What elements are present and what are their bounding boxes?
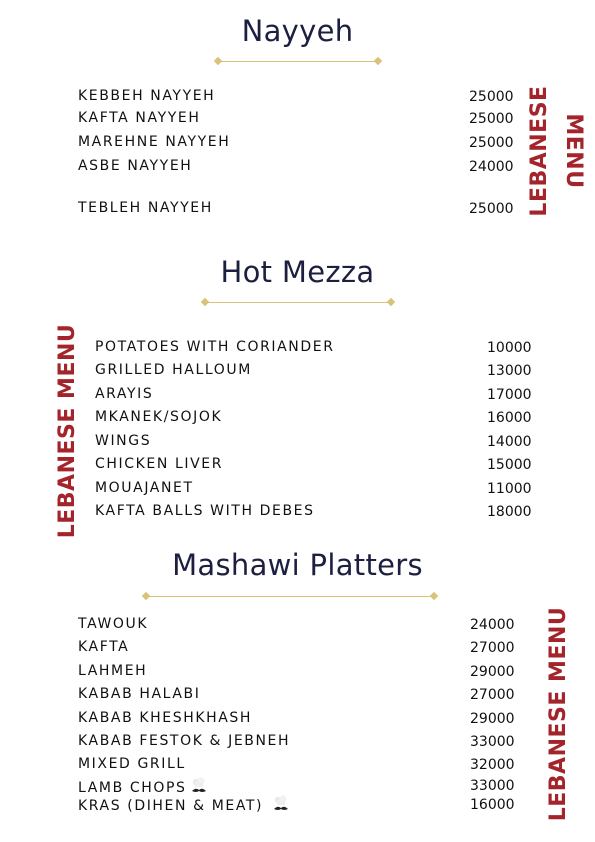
side-label-left: LEBANESE MENU [55, 323, 80, 539]
divider-mashawi [147, 596, 433, 597]
menu-item: POTATOES WITH CORIANDER [95, 339, 335, 355]
menu-price: 32000 [470, 757, 515, 773]
menu-item: KAFTA NAYYEH [78, 110, 201, 126]
side-label-top-right [527, 84, 593, 220]
menu-price: 10000 [487, 340, 532, 356]
menu-item: LAHMEH [78, 663, 148, 679]
menu-item: TEBLEH NAYYEH [78, 200, 213, 216]
menu-item: TAWOUK [78, 616, 149, 632]
menu-item: KABAB HALABI [78, 686, 201, 702]
menu-item: WINGS [95, 433, 152, 449]
menu-item-label: KRAS (DIHEN & MEAT) [78, 798, 264, 814]
section-title-mashawi: Mashawi Platters [172, 548, 423, 582]
menu-item: MOUAJANET [95, 480, 194, 496]
menu-price: 27000 [470, 687, 515, 703]
menu-item: KEBBEH NAYYEH [78, 88, 216, 104]
menu-price: 33000 [470, 734, 515, 750]
menu-price: 25000 [469, 89, 514, 105]
menu-item: CHICKEN LIVER [95, 456, 224, 472]
divider-nayyeh [219, 61, 377, 62]
menu-price: 25000 [469, 111, 514, 127]
menu-item: KAFTA [78, 639, 130, 655]
chef-icon [271, 795, 291, 817]
menu-item: KABAB FESTOK & JEBNEH [78, 733, 291, 749]
menu-price: 18000 [487, 504, 532, 520]
menu-price: 16000 [487, 410, 532, 426]
menu-item: GRILLED HALLOUM [95, 362, 252, 378]
menu-price: 14000 [487, 434, 532, 450]
menu-price: 17000 [487, 387, 532, 403]
menu-item: MKANEK/SOJOK [95, 409, 223, 425]
menu-item: MIXED GRILL [78, 756, 186, 772]
menu-price: 25000 [469, 135, 514, 151]
menu-item: MAREHNE NAYYEH [78, 134, 231, 150]
menu-price: 25000 [469, 201, 514, 217]
menu-item: ARAYIS [95, 386, 154, 402]
menu-price: 29000 [470, 711, 515, 727]
menu-item [78, 795, 291, 817]
menu-item: ASBE NAYYEH [78, 158, 193, 174]
section-title-hot-mezza: Hot Mezza [220, 255, 375, 289]
side-label-line-1: LEBANESE [527, 85, 552, 217]
menu-item-label: LAMB CHOPS [78, 780, 187, 796]
menu-price: 24000 [469, 159, 514, 175]
menu-price: 13000 [487, 363, 532, 379]
menu-price: 16000 [470, 797, 515, 813]
menu-item: KAFTA BALLS WITH DEBES [95, 503, 315, 519]
menu-price: 33000 [470, 778, 515, 794]
section-title-nayyeh: Nayyeh [241, 14, 354, 48]
menu-price: 24000 [470, 617, 515, 633]
menu-price: 15000 [487, 457, 532, 473]
divider-hot-mezza [206, 302, 390, 303]
menu-item: KABAB KHESHKHASH [78, 710, 253, 726]
menu-price: 27000 [470, 640, 515, 656]
menu-price: 11000 [487, 481, 532, 497]
side-label-bottom-right: LEBANESE MENU [546, 606, 571, 822]
menu-price: 29000 [470, 664, 515, 680]
side-label-line-2: MENU [561, 113, 586, 189]
